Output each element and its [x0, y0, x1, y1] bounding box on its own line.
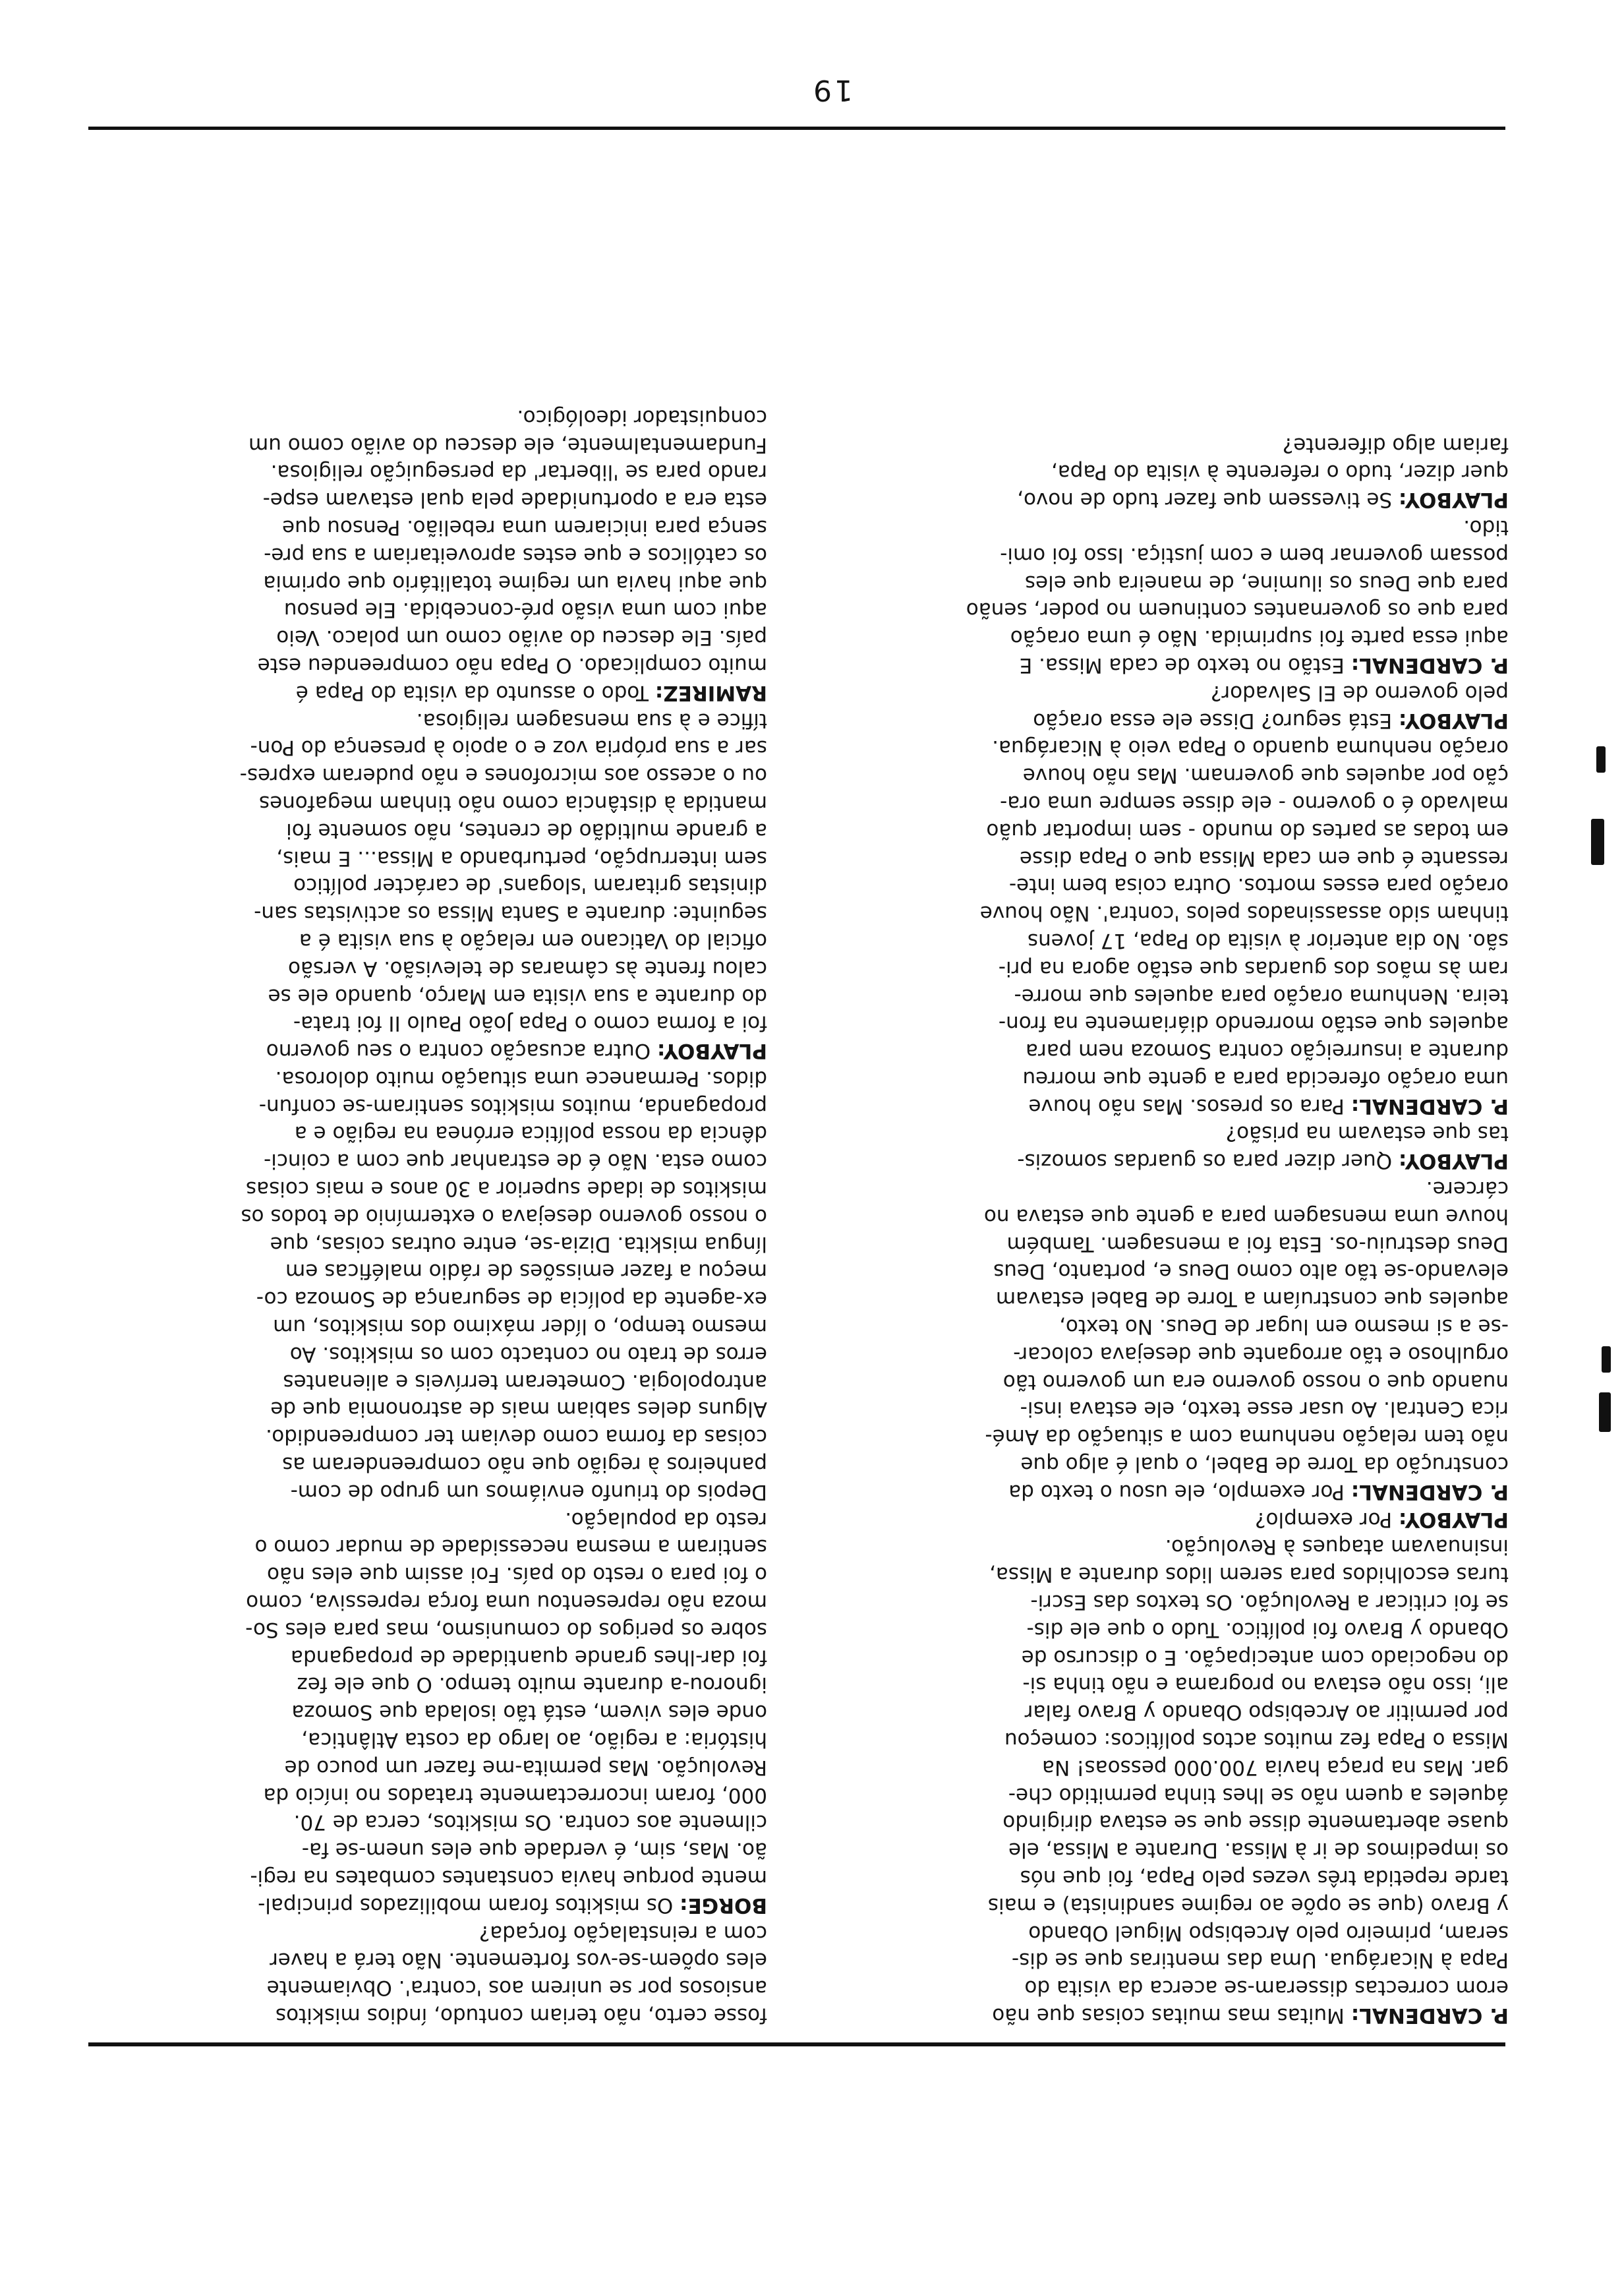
paragraph-text: Todo o assunto da visita do Papa é muito complicado. O Papa não compreendeu este país. Ele desceu do avião como um polaco. Veio aqui com uma visão pré-concebida. Ele pensou que aqui havia um regime totalitário que oprimia os católicos e que estes aproveitariam a sua pre- sença para iniciarem uma rebelião. Pensou que esta era a oportunidade pela qual estavam espe- rando para se 'libertar' da perseguição religiosa. Fundamentalmente, ele desceu do avião como um conquistador ideológico. — [248, 405, 767, 705]
paragraph-text: Estão no texto de cada Missa. E aqui essa parte foi suprimida. Não é uma oração para que os governantes continuem no poder, senão para que Deus os ilumine, de maneira que eles possam governar bem e com justiça. Isso foi omi- tido. — [966, 515, 1509, 677]
paragraph — [846, 513, 1509, 678]
paragraph-text: Por exemplo? — [1255, 1507, 1399, 1531]
top-rule — [88, 2042, 1505, 2046]
paragraph-text: Muitas mas muitas coisas que não erom correctas disseram-se acerca da visita do Papa à Nicarágua. Uma das mentiras que se dis- seram, primeiro pelo Arcebispo Miguel Obando y Bravo (que se opõe ao regime sandinista) e mais tarde repetida três vezes pelo Papa, foi que nós os impedimos de ir à Missa. Durante a Missa, ele quase abertamente disse que se estava dirigindo áqueles a quem não se lhes tinha permitido che- gar. Mas na praça havia 700.000 pessoas! Na Missa o Papa fez muitos actos políticos: começou por permitir ao Arcebispo Obando y Bravo falar ali, isso não estava no programa e não tinha si- do negociado com antecipação. E o discurso de Obando y Bravo foi político. Tudo o que ele dis- se foi criticar a Revolução. Os textos das Escri- turas escolhidos para serem lidos durante a Missa, insinuavam ataques à Revolução. — [987, 1535, 1509, 2027]
paragraph — [846, 1174, 1509, 1505]
paragraph — [105, 1918, 767, 2029]
paragraph — [846, 678, 1509, 734]
speaker-label: PLAYBOY: — [1399, 1507, 1509, 1531]
paragraph-text: Os miskitos foram mobilizados principal- mente porque havia constantes combates na regi- ão. Mas, sim, é verdade que eles unem-se fa- cilmente aos contra. Os miskitos, cerca de 70. 000, foram incorrectamente tratados no início da Revolução. Mas permita-me fazer um pouco de história: a região, ao largo da costa Atlântica, onde eles vivem, está tão isolada que Somoza ignorou-a durante muito tempo. O que ele fez foi dar-lhes grande quantidade de propaganda sobre os perigos do comunismo, mas para eles So- moza não representou uma força repressiva, como o foi para o resto do país. Foi assim que eles não sentiram a mesma necessidade de mudar como o resto da população. Depois do triunfo enviámos um grupo de com- panheiros à região que não compreenderam as coisas da forma como deviam ter compreendido. Alguns deles sabiam mais de astronomia que de antropologia. Cometeram terríveis e alienantes erros de trato no contacto com os miskitos. Ao mesmo tempo, o líder máximo dos miskitos, um ex-agente da polícia de segurança de Somoza co- meçou a fazer emissões de rádio maléficas em língua miskita. Dizia-se, entre outras coisas, que o nosso governo desejava o extermínio de todos os miskitos de idade superior a 30 anos e mais coisas como esta. Não é de estranhar que com a coinci- dência da nossa política errónea na região e a propaganda, muitos miskitos sentiram-se confun- didos. Permanece uma situação muito dolorosa. — [241, 1066, 767, 1917]
paragraph — [846, 1533, 1509, 2029]
paragraph-text: Se tivessem que fazer tudo de novo, quer dizer, tudo o referente à visita do Papa, fariam algo diferente? — [1017, 432, 1509, 512]
speaker-label: BORGE: — [680, 1893, 767, 1917]
speaker-label: PLAYBOY: — [1399, 1149, 1509, 1174]
paragraph — [846, 1505, 1509, 1533]
speaker-label: P. CARDENAL: — [1350, 2004, 1509, 2027]
paragraph-text: Para os presos. Mas não houve uma oração oferecida para a gente que morreu durante a insurreição contra Somoza nem para aqueles que estão morrendo diáriamente na fron- teira. Nenhuma oração para aqueles que morre- ram às mãos dos guardas que estão agora na pri- são. No dia anterior à visita do Papa, 17 jovens tinham sido assassinados pelos 'contra'. Não houve oração para esses mortos. Outra coisa bem inte- ressante é que em cada Missa que o Papa disse em todas as partes do mundo - sem importar quão malvado é o governo - ele disse sempre uma ora- ção por aqueles que governam. Mas não houve oração nenhuma quando o Papa veio à Nicarágua. — [979, 736, 1509, 1118]
speaker-label: PLAYBOY: — [1399, 708, 1509, 732]
paragraph — [846, 1119, 1509, 1175]
paragraph-text: Está seguro? Disse ele essa oração pelo governo de El Salvador? — [1033, 680, 1509, 732]
bottom-rule — [88, 127, 1505, 130]
paragraph — [846, 734, 1509, 1119]
paragraph — [105, 1064, 767, 1918]
paragraph — [105, 706, 767, 1064]
speaker-label: RAMIREZ: — [654, 680, 767, 705]
paragraph-text: Por exemplo, ele usou o texto da construção da Torre de Babel, o qual é algo que não tem relação nenhuma com a situação da Amé- rica Central. Ao usar esse texto, ele estava insi- nuando que o nosso governo era um governo tão orgulhoso e tão arrogante que desejava colocar- -se a si mesmo em lugar de Deus. No texto, aqueles que construíam a Torre de Babel estavam elevando-se tão alto como Deus e, portanto, Deus Deus destruiu-os. Esta foi a mensagem. Também houve uma mensagem para a gente que estava no cárcere. — [983, 1177, 1509, 1504]
margin-mark — [1599, 1392, 1611, 1432]
margin-mark — [1591, 819, 1604, 865]
speaker-label: PLAYBOY: — [1399, 488, 1509, 512]
paragraph-text: Quer dizer para os guardas somozis- tas que estavam na prisão? — [1017, 1121, 1509, 1174]
page-number: 19 — [811, 73, 853, 107]
paragraph-text: Outra acusação contra o seu governo foi a forma como o Papa João Paulo II foi trata- do durante a sua visita em Março, quando ele se calou frente às câmaras de televisão. A versão oficial do Vaticano em relação à sua visita é a seguinte: durante a Santa Missa os activistas san- dinistas gritaram 'slogans' de carácter político sem interrupção, perturbando a Missa... E mais, a grande multidão de crentes, não somente foi mantida à distância como não tinham megafones ou o acesso aos microfones e não puderam expres- sar a sua própria voz e o apoio à presença do Pon- tífice e à sua mensagem religiosa. — [239, 708, 767, 1063]
paragraph-text: fosse certo, não teriam contudo, índios miskitos ansiosos por se unirem aos 'contra'. Obviamente eles opõem-se-vos fortemente. Não terá a haver com a reinstalação forçada? — [266, 1920, 767, 2027]
speaker-label: P. CARDENAL: — [1350, 1479, 1509, 1504]
speaker-label: P. CARDENAL: — [1350, 653, 1509, 677]
speaker-label: P. CARDENAL: — [1350, 1094, 1509, 1118]
paragraph — [105, 403, 767, 706]
speaker-label: PLAYBOY: — [657, 1039, 767, 1063]
margin-mark — [1602, 1346, 1611, 1373]
left-column — [846, 143, 1509, 2029]
margin-mark — [1596, 746, 1606, 773]
paragraph — [846, 431, 1509, 513]
right-column — [105, 143, 767, 2029]
